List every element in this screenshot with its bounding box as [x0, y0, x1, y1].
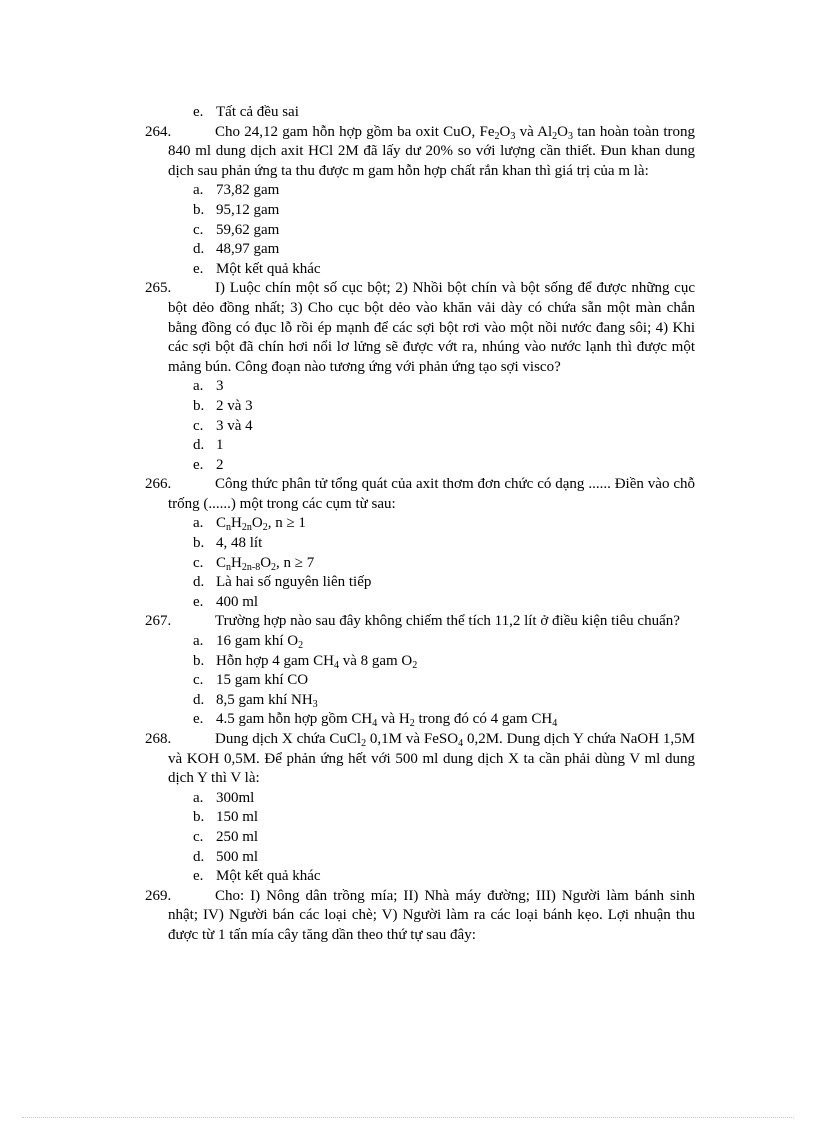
option-letter: d. [193, 691, 205, 708]
option-letter: c. [193, 672, 204, 689]
option-letter: b. [193, 201, 205, 218]
question-number: 265. [145, 280, 172, 297]
question-264 [0, 123, 816, 280]
option-letter: e. [193, 593, 204, 610]
option-letter: e. [193, 104, 204, 120]
option-text: 16 gam khí $O_2$ [216, 633, 304, 652]
option-letter: e. [193, 456, 204, 473]
answer-option [0, 221, 816, 241]
question-number: 267. [145, 613, 172, 630]
answer-option [0, 456, 816, 476]
option-letter: a. [193, 515, 204, 532]
option-letter: b. [193, 652, 205, 669]
option-text: 3 và 4 [216, 417, 253, 434]
answer-option [0, 260, 816, 280]
option-text: 8,5 gam khí $NH_3$ [216, 691, 318, 710]
option-text: 15 gam khí CO [216, 672, 309, 689]
answer-option [0, 514, 816, 534]
option-text: 3 [216, 378, 224, 395]
answer-option [0, 848, 816, 868]
answer-option [0, 397, 816, 417]
option-text: $C_nH_{2n}O_2$, n ≥ 1 [216, 515, 306, 534]
option-letter: d. [193, 574, 205, 591]
question-text: Trường hợp nào sau đây không chiếm thể tích 11,2 lít ở điều kiện tiêu chuẩn? [215, 613, 680, 630]
answer-option [0, 554, 816, 574]
question-number: 268. [145, 731, 172, 747]
option-letter: c. [193, 417, 204, 434]
question-269 [0, 887, 816, 946]
option-text: 500 ml [216, 848, 259, 865]
page-bottom-rule [22, 1117, 794, 1118]
option-letter: a. [193, 633, 204, 650]
option-letter: b. [193, 535, 205, 552]
answer-option [0, 201, 816, 221]
answer-option [0, 593, 816, 613]
option-text: 48,97 gam [216, 241, 280, 258]
answer-option [0, 436, 816, 456]
option-letter: c. [193, 221, 204, 238]
option-letter: e. [193, 260, 204, 277]
option-text: 59,62 gam [216, 221, 280, 238]
option-text: 2 [216, 456, 224, 473]
answer-option [0, 691, 816, 711]
answer-option [0, 103, 816, 123]
option-text: Là hai số nguyên liên tiếp [216, 574, 372, 591]
option-text: Tất cả đều sai [216, 104, 299, 120]
question-267 [0, 612, 816, 730]
question-text: Cho 24,12 gam hỗn hợp gồm ba oxit CuO, $Fe_2O_3$ và $Al_2O_3$ tan hoàn toàn trong 840 ml dung dịch axit HCl 2M đã lấy dư 20% so với lượng cần thiết. Đun khan dung dịch sau phản ứng ta thu được m gam hỗn hợp chất rắn khan thì giá trị của m là: [168, 123, 695, 179]
option-letter: b. [193, 809, 205, 826]
answer-option [0, 652, 816, 672]
answer-option [0, 377, 816, 397]
option-text: 4.5 gam hỗn hợp gồm $CH_4$ và $H_2$ trong đó có 4 gam $CH_4$ [216, 711, 558, 730]
option-letter: e. [193, 868, 204, 885]
question-text: Cho: I) Nông dân trồng mía; II) Nhà máy đường; III) Người làm bánh sinh nhật; IV) Người bán các loại chè; V) Người làm ra các loại bánh kẹo. Lợi nhuận thu được từ 1 tấn mía cây tăng dần theo thứ tự sau đây: [168, 887, 695, 943]
answer-option [0, 789, 816, 809]
question-list [0, 123, 816, 946]
document-page [0, 103, 816, 946]
question-number: 266. [145, 476, 172, 493]
answer-option [0, 867, 816, 887]
option-text: 2 và 3 [216, 397, 253, 414]
option-text: 73,82 gam [216, 182, 280, 199]
option-letter: b. [193, 397, 205, 414]
option-text: 400 ml [216, 593, 259, 610]
option-text: 250 ml [216, 828, 259, 845]
option-letter: e. [193, 711, 204, 728]
answer-option [0, 632, 816, 652]
option-letter: a. [193, 789, 204, 806]
option-letter: d. [193, 437, 205, 454]
answer-option [0, 573, 816, 593]
option-text: 300ml [216, 789, 255, 806]
answer-option [0, 808, 816, 828]
option-letter: d. [193, 241, 205, 258]
answer-option [0, 240, 816, 260]
question-268 [0, 730, 816, 887]
option-letter: a. [193, 182, 204, 199]
option-text: 95,12 gam [216, 201, 280, 218]
answer-option [0, 828, 816, 848]
option-text: Một kết quả khác [216, 868, 321, 885]
option-text: $C_nH_{2n-8}O_2$, n ≥ 7 [216, 554, 315, 573]
answer-option [0, 534, 816, 554]
option-text: 150 ml [216, 809, 259, 826]
option-text: 4, 48 lít [216, 535, 263, 552]
option-text: 1 [216, 437, 224, 454]
answer-option [0, 181, 816, 201]
option-text: Hỗn hợp 4 gam $CH_4$ và 8 gam $O_2$ [216, 652, 418, 671]
question-266 [0, 475, 816, 612]
option-letter: a. [193, 378, 204, 395]
option-text: Một kết quả khác [216, 260, 321, 277]
question-number: 264. [145, 123, 172, 140]
question-text: I) Luộc chín một số cục bột; 2) Nhồi bột chín và bột sống để được những cục bột dẻo đồng nhất; 3) Cho cục bột dẻo vào khăn vải dày có chứa sẵn một màn chắn bằng đồng có đục lỗ rồi ép mạnh để các sợi bột rơi vào một nồi nước đang sôi; 4) Khi các sợi bột đã chín hơi nổi lơ lửng sẽ được vớt ra, nhúng vào nước lạnh thì được một mảng bún. Công đoạn nào tương ứng với phản ứng tạo sợi visco? [168, 280, 695, 375]
question-text: Công thức phân tử tổng quát của axit thơm đơn chức có dạng ...... Điền vào chỗ trống (......) một trong các cụm từ sau: [168, 476, 695, 512]
option-letter: c. [193, 554, 204, 571]
answer-option [0, 417, 816, 437]
option-letter: c. [193, 828, 204, 845]
question-number: 269. [145, 887, 172, 904]
question-265 [0, 279, 816, 475]
question-text: Dung dịch X chứa CuCl$_2$ 0,1M và FeSO$_4$ 0,2M. Dung dịch Y chứa NaOH 1,5M và KOH 0,5M. Để phản ứng hết với 500 ml dung dịch X ta cần phải dùng V ml dung dịch Y thì V là: [168, 731, 696, 787]
answer-option [0, 671, 816, 691]
option-letter: d. [193, 848, 205, 865]
answer-option [0, 710, 816, 730]
